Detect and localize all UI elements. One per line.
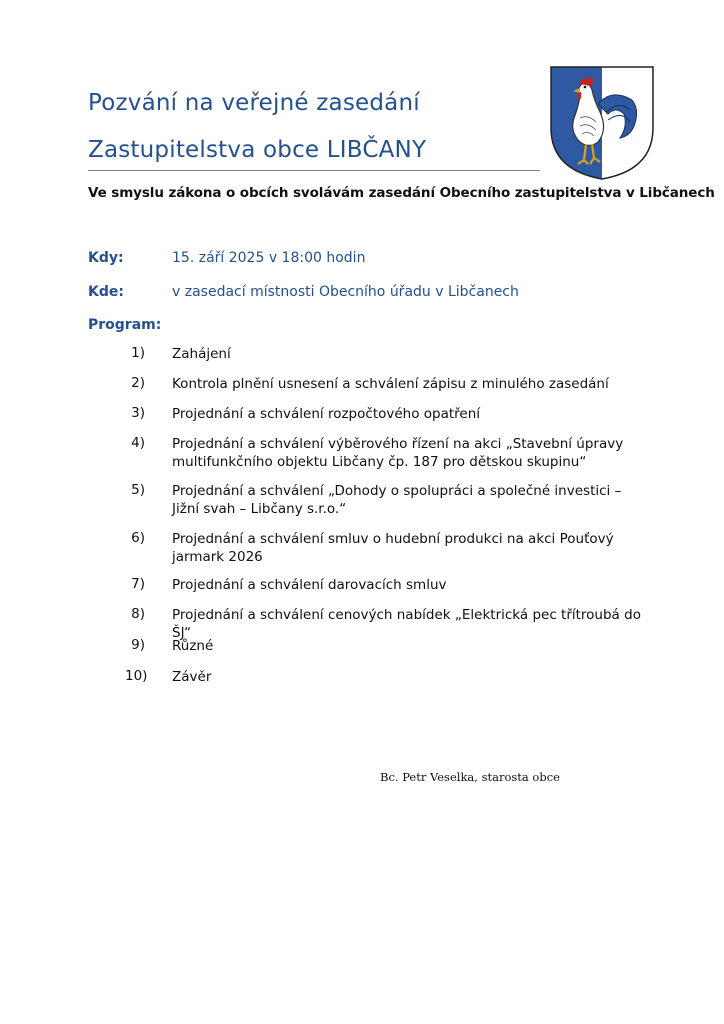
program-item-number: 8)	[131, 606, 145, 622]
program-item-text: Projednání a schválení cenových nabídek „Elektrická pec třítroubá do ŠJ“	[172, 607, 641, 641]
intro-text: Ve smyslu zákona o obcích svolávám zasedání Obecního zastupitelstva v Libčanech	[88, 185, 715, 201]
program-item-text: Různé	[172, 638, 214, 654]
page-title-line2: Zastupitelstva obce LIBČANY	[88, 137, 427, 163]
program-item-text: Projednání a schválení darovacích smluv	[172, 577, 447, 593]
program-item-number: 5)	[131, 482, 145, 498]
program-item-text: Projednání a schválení výběrového řízení na akci „Stavební úpravy multifunkčního objektu Libčany čp. 187 pro dětskou skupinu“	[172, 436, 624, 470]
program-label: Program:	[88, 317, 162, 333]
when-value: 15. září 2025 v 18:00 hodin	[172, 250, 366, 266]
program-item-number: 4)	[131, 435, 145, 451]
program-item-number: 9)	[131, 637, 145, 653]
program-item-text: Zahájení	[172, 346, 231, 362]
page-title-line1: Pozvání na veřejné zasedání	[88, 90, 420, 116]
program-item-number: 2)	[131, 375, 145, 391]
program-item-number: 10)	[125, 668, 148, 684]
where-value: v zasedací místnosti Obecního úřadu v Libčanech	[172, 284, 519, 300]
program-item-text: Projednání a schválení „Dohody o spolupráci a společné investici – Jižní svah – Libčany s.r.o.“	[172, 483, 622, 517]
program-item-number: 7)	[131, 576, 145, 592]
when-label: Kdy:	[88, 250, 124, 266]
title-divider	[88, 170, 540, 171]
program-item-number: 6)	[131, 530, 145, 546]
signature: Bc. Petr Veselka, starosta obce	[380, 770, 560, 784]
program-item-text: Kontrola plnění usnesení a schválení zápisu z minulého zasedání	[172, 376, 609, 392]
program-item-text: Závěr	[172, 669, 212, 685]
program-item-number: 3)	[131, 405, 145, 421]
program-item-number: 1)	[131, 345, 145, 361]
coat-of-arms-rooster-icon	[550, 66, 654, 180]
program-item-text: Projednání a schválení smluv o hudební produkci na akci Pouťový jarmark 2026	[172, 531, 614, 565]
where-label: Kde:	[88, 284, 124, 300]
program-item-text: Projednání a schválení rozpočtového opatření	[172, 406, 481, 422]
